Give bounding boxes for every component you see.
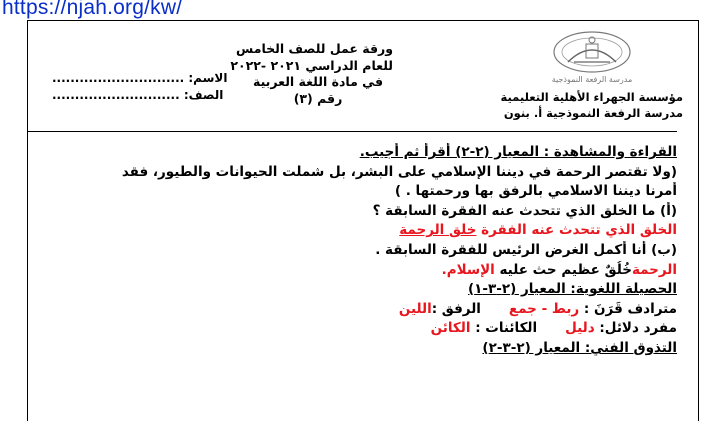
answer-a-key: خلق الرحمة (399, 222, 477, 239)
singular2-answer: الكائن (430, 320, 471, 337)
answer-b-mid: خُلُقٌ عظيم حث عليه (499, 261, 632, 278)
answer-a (37, 221, 677, 241)
name-field: الاسم: ............................. (52, 71, 228, 85)
passage-line-1: (ولا تقتصر الرحمة في ديننا الإسلامي على البشر، بل شملت الحيوانات والطيور، فقد (121, 163, 677, 180)
answer-b-start: الرحمة (631, 261, 677, 278)
worksheet-body (37, 143, 677, 359)
source-url: https://njah.org/kw/ (2, 0, 183, 19)
answer-b (37, 261, 677, 281)
institution-name: مؤسسة الجهراء الأهلية التعليمية (500, 90, 683, 104)
question-a: (أ) ما الخلق الذي تتحدث عنه الفقرة السابقة ؟ (372, 202, 677, 219)
synonyms-line (37, 300, 677, 320)
student-info-block (52, 70, 227, 104)
institution-block (500, 89, 683, 121)
section1-heading: القراءة والمشاهدة : المعيار (٢-٢) أقرأ ثم أجيب. (359, 144, 677, 160)
school-name: مدرسة الرفعة النموذجية أ. بنون (503, 106, 683, 120)
worksheet-title-block (230, 41, 393, 107)
grade-field: الصف: ............................ (52, 88, 224, 102)
singular-label: مفرد دلائل: (599, 320, 677, 337)
worksheet-number: رقم (٣) (293, 90, 343, 106)
answer-b-end: الإسلام. (441, 261, 495, 278)
synonym2-label: الرفق : (431, 300, 481, 317)
singular-answer: دليل (565, 320, 595, 337)
school-year: للعام الدراسي ٢٠٢١ -٢٠٢٢ (230, 57, 393, 73)
synonym2-answer: اللين (398, 300, 432, 317)
worksheet-title: ورقة عمل للصف الخامس (236, 41, 393, 56)
synonym-answer: ربط - جمع (508, 300, 580, 317)
question-b: (ب) أنا أكمل الغرض الرئيس للفقرة السابقة . (375, 241, 677, 258)
passage-line-2: أمرنا ديننا الاسلامي بالرفق بها ورحمتها . ) (394, 183, 677, 200)
answer-a-prefix: الخلق الذي تتحدث عنه الفقرة (481, 222, 677, 239)
synonym-label: مترادف قَرَنَ : (583, 300, 677, 317)
singular2-label: الكائنات : (475, 320, 538, 337)
logo-caption: مدرسة الرفعة النموذجية (551, 75, 633, 84)
school-logo-icon (548, 28, 636, 86)
singular-line (37, 319, 677, 339)
section2-heading: الحصيلة اللغوية: المعيار (٢-٣-١) (467, 281, 677, 298)
section3-heading: التذوق الفني: المعيار (٢-٣-٢) (482, 339, 677, 356)
header-divider (27, 131, 677, 132)
subject: في مادة اللغة العربية (252, 74, 384, 89)
